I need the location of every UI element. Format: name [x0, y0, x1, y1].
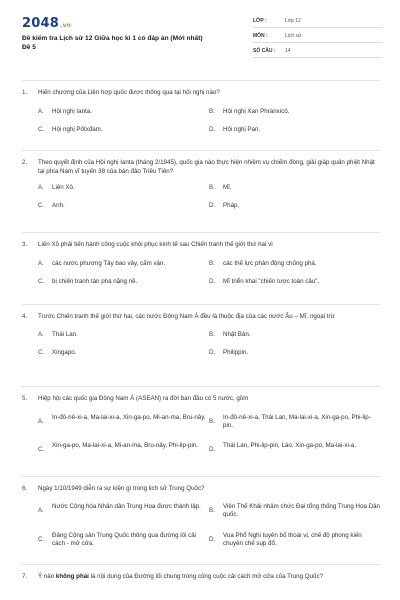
option-text: Hội nghị Xan Phranxicô. — [223, 107, 290, 115]
option-text: Mĩ triển khai "chiến lược toàn cầu". — [223, 277, 320, 285]
option-b[interactable] — [209, 414, 380, 442]
exam-subtitle: Đề 5 — [22, 44, 36, 51]
question-3-options — [22, 260, 380, 286]
question-4 — [22, 304, 380, 386]
meta-row-class — [253, 16, 383, 28]
option-letter: B. — [209, 184, 215, 191]
option-letter: D. — [209, 125, 216, 133]
option-text: Xin-ga-po, Ma-lai-xi-a, Mi-an-ma, Bru-nây, Phi-lip-pin. — [52, 441, 199, 449]
option-c[interactable] — [38, 532, 209, 549]
option-text: Anh. — [52, 202, 65, 209]
option-text: Nhật Bản. — [223, 330, 251, 338]
option-letter: A. — [38, 330, 44, 338]
options-row — [38, 414, 380, 442]
question-text — [38, 573, 380, 582]
question-1 — [22, 80, 380, 150]
question-6-stem — [22, 485, 380, 494]
question-list — [22, 80, 380, 600]
meta-row-count — [253, 46, 383, 58]
question-7-stem — [22, 573, 380, 582]
question-4-stem — [22, 313, 380, 322]
option-b[interactable] — [209, 260, 380, 278]
meta-key-subject: MÔN : — [253, 33, 268, 39]
question-text: Ngày 1/10/1949 diễn ra sự kiện gì trong lịch sử Trung Quốc? — [38, 485, 205, 492]
question-text-pre: Ý nào — [38, 573, 56, 580]
option-d[interactable] — [209, 532, 380, 549]
question-number: 3. — [22, 241, 28, 248]
option-text: Thái Lan. — [52, 330, 78, 338]
question-6 — [22, 476, 380, 564]
option-letter: A. — [38, 259, 44, 267]
option-text: Vua Phổ Nghi tuyên bố thoái vị, chế độ phong kiến chuyên chế sụp đổ. — [223, 531, 362, 547]
question-text: Hiệp hội các quốc gia Đông Nam Á (ASEAN) ra đời ban đầu có 5 nước, gồm — [38, 395, 249, 402]
option-letter: D. — [209, 202, 216, 209]
option-c[interactable] — [38, 441, 209, 453]
option-letter: D. — [209, 277, 216, 285]
question-text-post: là nội dung của Đường lối chung trong công cuộc cải cách mở cửa của Trung Quốc? — [88, 573, 324, 580]
question-number: 1. — [22, 89, 28, 96]
option-letter: A. — [38, 506, 44, 514]
option-text: Viên Thế Khải nhậm chức Đại tổng thống Trung Hoa Dân quốc. — [223, 502, 380, 518]
option-letter: C. — [38, 202, 45, 209]
option-b[interactable] — [209, 184, 380, 202]
option-letter: C. — [38, 277, 45, 285]
option-letter: D. — [209, 535, 216, 543]
options-row — [38, 503, 380, 532]
question-number: 4. — [22, 313, 28, 320]
site-logo[interactable] — [22, 16, 71, 31]
option-text: Mĩ. — [223, 184, 232, 191]
option-text: bị chiến tranh tàn phá nặng nề. — [52, 277, 138, 285]
options-row — [38, 349, 380, 357]
option-d[interactable] — [209, 441, 380, 453]
option-letter: B. — [209, 330, 215, 338]
question-text: Theo quyết định của Hội nghị Ianta (tháng 2/1945), quốc gia nào thực hiện nhiệm vụ chiếm đóng, giải giáp quân phiệt Nhật tại phía Nam vĩ tuyến 38 của bán đảo Triều Tiên? — [38, 159, 375, 175]
exam-title-block — [22, 34, 247, 52]
options-row — [38, 441, 380, 453]
logo-text: 2048 — [22, 16, 59, 31]
question-3 — [22, 232, 380, 304]
meta-key-count: SỐ CÂU : — [253, 48, 276, 54]
option-text: Nước Cộng hòa Nhân dân Trung Hoa được thành lập. — [52, 502, 201, 510]
option-text: Xingapo. — [52, 348, 77, 356]
option-text: In-đô-nê-xi-a, Thái Lan, Ma-lai-xi-a, Xin-ga-po, Phi-lip-pin. — [223, 413, 371, 429]
options-row — [38, 126, 380, 134]
option-text: Hội nghị Pốtxđam. — [52, 125, 103, 133]
option-text: Thái Lan, Phi-lip-pin, Lào, Xin-ga-po, Ma-lai-xi-a. — [223, 441, 357, 449]
question-2-options — [22, 184, 380, 210]
option-letter: B. — [209, 259, 215, 267]
option-d[interactable] — [209, 126, 380, 134]
question-3-stem — [22, 241, 380, 250]
question-5 — [22, 386, 380, 476]
option-b[interactable] — [209, 108, 380, 126]
question-text: Liên Xô phải tiến hành công cuộc khôi phục kinh tế sau Chiến tranh thế giới thứ hai vì — [38, 241, 273, 248]
option-d[interactable] — [209, 349, 380, 357]
option-c[interactable] — [38, 126, 209, 134]
option-d[interactable] — [209, 202, 380, 210]
options-row — [38, 331, 380, 349]
option-letter: B. — [209, 506, 215, 514]
logo-suffix: .vn — [59, 22, 72, 29]
question-text: Trước Chiến tranh thế giới thứ hai, các nước Đông Nam Á đều là thuộc địa của các nước Âu – Mĩ, ngoại trừ — [38, 313, 335, 320]
option-letter: A. — [38, 107, 44, 115]
option-c[interactable] — [38, 349, 209, 357]
option-a[interactable] — [38, 260, 209, 278]
option-text: Đảng Cộng sản Trung Quốc thông qua đường lối cải cách - mở cửa. — [52, 531, 197, 547]
question-number: 5. — [22, 395, 28, 402]
options-row — [38, 278, 380, 286]
option-text: các thế lực phản động chống phá. — [223, 259, 317, 267]
option-text: In-đô-nê-xi-a, Ma-lai-xi-a, Xin-ga-po, Mi-an-ma, Bru-nây. — [52, 413, 206, 421]
question-number: 6. — [22, 485, 28, 492]
exam-meta — [253, 16, 383, 61]
option-text: Hội nghị Pari. — [223, 125, 261, 133]
option-c[interactable] — [38, 278, 209, 286]
option-a[interactable] — [38, 331, 209, 349]
option-letter: B. — [209, 417, 215, 425]
question-7 — [22, 564, 380, 600]
question-5-stem — [22, 395, 380, 404]
option-c[interactable] — [38, 202, 209, 210]
option-a[interactable] — [38, 503, 209, 532]
meta-value-count: 14 — [285, 48, 291, 54]
option-letter: C. — [38, 125, 45, 133]
question-1-stem — [22, 89, 380, 98]
meta-key-class: LỚP : — [253, 18, 267, 24]
question-1-options — [22, 108, 380, 134]
option-letter: B. — [209, 107, 215, 115]
option-letter: C. — [38, 535, 45, 543]
option-a[interactable] — [38, 184, 209, 202]
meta-row-subject — [253, 31, 383, 43]
option-text: Philippin. — [223, 348, 249, 356]
question-5-options — [22, 413, 380, 453]
question-6-options — [22, 503, 380, 549]
option-text: các nước phương Tây bao vây, cấm vận. — [52, 259, 166, 267]
question-number: 7. — [22, 573, 28, 580]
options-row — [38, 260, 380, 278]
question-2 — [22, 150, 380, 232]
option-text: Pháp. — [223, 202, 240, 209]
option-letter: D. — [209, 348, 216, 356]
options-row — [38, 184, 380, 202]
meta-value-class: Lớp 12 — [285, 18, 301, 24]
option-text: Liên Xô. — [52, 184, 75, 191]
options-row — [38, 532, 380, 549]
option-text: Hội nghị Ianta. — [52, 107, 92, 115]
question-4-options — [22, 331, 380, 357]
question-number: 2. — [22, 159, 28, 166]
question-2-stem — [22, 159, 380, 176]
question-text: Hiến chương của Liên hợp quốc được thông qua tại hội nghị nào? — [38, 89, 220, 96]
option-letter: D. — [209, 445, 216, 453]
exam-title: Đề kiểm tra Lịch sử 12 Giữa học kì 1 có đáp án (Mới nhất) — [22, 35, 203, 42]
option-letter: A. — [38, 417, 44, 425]
option-b[interactable] — [209, 503, 380, 532]
meta-value-subject: Lịch sử — [285, 33, 302, 39]
options-row — [38, 202, 380, 210]
option-b[interactable] — [209, 331, 380, 349]
question-text-emphasis: không phải — [55, 573, 89, 580]
option-a[interactable] — [38, 414, 209, 442]
options-row — [38, 108, 380, 126]
option-a[interactable] — [38, 108, 209, 126]
option-letter: A. — [38, 184, 44, 191]
option-letter: C. — [38, 445, 45, 453]
option-letter: C. — [38, 348, 45, 356]
option-d[interactable] — [209, 278, 380, 286]
